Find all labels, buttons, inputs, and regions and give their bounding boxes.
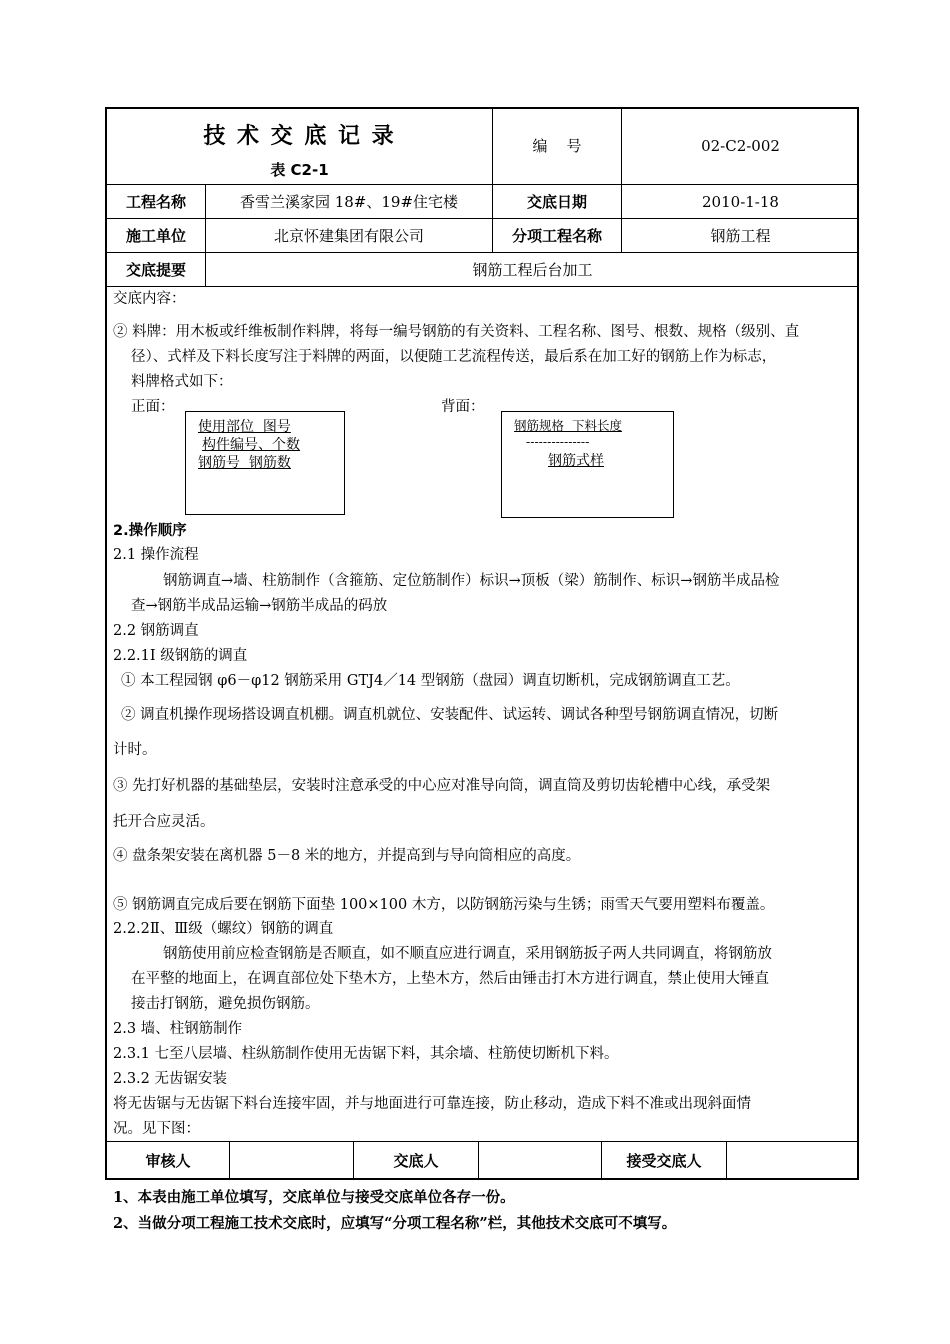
footnote: 2、当做分项工程施工技术交底时，应填写“分项工程名称”栏，其他技术交底可不填写。 xyxy=(113,1215,677,1232)
front-card-line: 使用部位 图号 xyxy=(198,419,291,435)
reviewer-label: 审核人 xyxy=(145,1152,191,1170)
paragraph-line: 径）、式样及下料长度写注于料牌的两面，以便随工艺流程传送，最后系在加工好的钢筋上作为标志， xyxy=(131,349,777,365)
project-name-value: 香雪兰溪家园 18#、19#住宅楼 xyxy=(239,193,459,211)
back-card-line: --------------- xyxy=(526,434,590,449)
form-title: 技 术 交 底 记 录 xyxy=(203,123,396,149)
front-card xyxy=(185,411,345,515)
summary-value: 钢筋工程后台加工 xyxy=(472,261,593,279)
paragraph-line: 料牌格式如下： xyxy=(131,374,233,390)
section-heading: 2.2.2Ⅱ、Ⅲ级（螺纹）钢筋的调直 xyxy=(113,921,334,937)
receiver-signature[interactable] xyxy=(727,1142,857,1179)
list-item: ② 调直机操作现场搭设调直机棚。调直机就位、安装配件、试运转、调试各种型号钢筋调直情况，切断 xyxy=(121,707,779,723)
discloser-signature[interactable] xyxy=(479,1142,601,1179)
subproject-label: 分项工程名称 xyxy=(511,227,602,245)
back-card-line: 钢筋式样 xyxy=(548,453,604,469)
list-item: ③ 先打好机器的基础垫层，安装时注意承受的中心应对准导向筒，调直筒及剪切齿轮槽中心线，承受架 xyxy=(113,778,771,794)
summary-label: 交底提要 xyxy=(125,261,186,279)
paragraph-line: 将无齿锯与无齿锯下料台连接牢固，并与地面进行可靠连接，防止移动，造成下料不准或出现斜面情 xyxy=(113,1096,751,1112)
contractor-value: 北京怀建集团有限公司 xyxy=(273,227,424,245)
form-code: 表 C2-1 xyxy=(270,160,329,179)
section-heading: 2.2 钢筋调直 xyxy=(113,623,199,639)
date-value: 2010-1-18 xyxy=(702,192,779,211)
back-card-line: 钢筋规格 下料长度 xyxy=(514,418,622,433)
section-heading: 2.3 墙、柱钢筋制作 xyxy=(113,1021,243,1037)
paragraph-line: 接击打钢筋，避免损伤钢筋。 xyxy=(131,996,320,1012)
list-item: 计时。 xyxy=(113,742,157,758)
subproject-value: 钢筋工程 xyxy=(710,227,771,245)
number-value: 02-C2-002 xyxy=(701,136,780,155)
paragraph-line: 查→钢筋半成品运输→钢筋半成品的码放 xyxy=(131,598,388,614)
number-label: 编 号 xyxy=(532,137,582,155)
list-item: ⑤ 钢筋调直完成后要在钢筋下面垫 100×100 木方，以防钢筋污染与生锈；雨雪天气要用塑料布覆盖。 xyxy=(113,897,775,913)
section-heading: 2.2.1Ⅰ 级钢筋的调直 xyxy=(113,648,248,664)
paragraph-line: 况。见下图： xyxy=(113,1121,200,1137)
section-heading: 2.3.2 无齿锯安装 xyxy=(113,1071,228,1087)
content-heading: 交底内容： xyxy=(113,291,186,307)
paragraph-line: 钢筋使用前应检查钢筋是否顺直，如不顺直应进行调直，采用钢筋扳子两人共同调直，将钢筋放 xyxy=(163,946,772,962)
section-heading: 2.操作顺序 xyxy=(113,523,187,539)
list-item: 托开合应灵活。 xyxy=(113,814,215,830)
contractor-label: 施工单位 xyxy=(125,227,186,245)
paragraph-line: 2.3.1 七至八层墙、柱纵筋制作使用无齿锯下料，其余墙、柱筋使切断机下料。 xyxy=(113,1046,619,1062)
front-card-line: 钢筋号 钢筋数 xyxy=(198,455,291,471)
footnote: 1、本表由施工单位填写，交底单位与接受交底单位各存一份。 xyxy=(113,1189,515,1206)
paragraph-line: ② 料牌：用木板或纤维板制作料牌，将每一编号钢筋的有关资料、工程名称、图号、根数、规格（级别、直 xyxy=(113,324,800,340)
receiver-label: 接受交底人 xyxy=(626,1152,702,1170)
paragraph-line: 在平整的地面上，在调直部位处下垫木方，上垫木方，然后由锤击打木方进行调直，禁止使用大锤直 xyxy=(131,971,769,987)
front-label: 正面： xyxy=(131,399,175,415)
project-name-label: 工程名称 xyxy=(125,193,186,211)
discloser-label: 交底人 xyxy=(393,1152,439,1170)
back-card xyxy=(501,411,674,518)
date-label: 交底日期 xyxy=(526,193,587,211)
list-item: ④ 盘条架安装在离机器 5－8 米的地方，并提高到与导向筒相应的高度。 xyxy=(113,848,581,864)
paragraph-line: 钢筋调直→墙、柱筋制作（含箍筋、定位筋制作）标识→顶板（梁）筋制作、标识→钢筋半成品检 xyxy=(163,573,780,589)
list-item: ① 本工程园钢 φ6－φ12 钢筋采用 GTJ4／14 型钢筋（盘园）调直切断机，完成钢筋调直工艺。 xyxy=(121,673,740,689)
front-card-line: 构件编号、个数 xyxy=(202,437,300,453)
reviewer-signature[interactable] xyxy=(230,1142,353,1179)
back-label: 背面： xyxy=(441,399,485,415)
section-heading: 2.1 操作流程 xyxy=(113,547,199,563)
row-divider xyxy=(105,286,859,287)
